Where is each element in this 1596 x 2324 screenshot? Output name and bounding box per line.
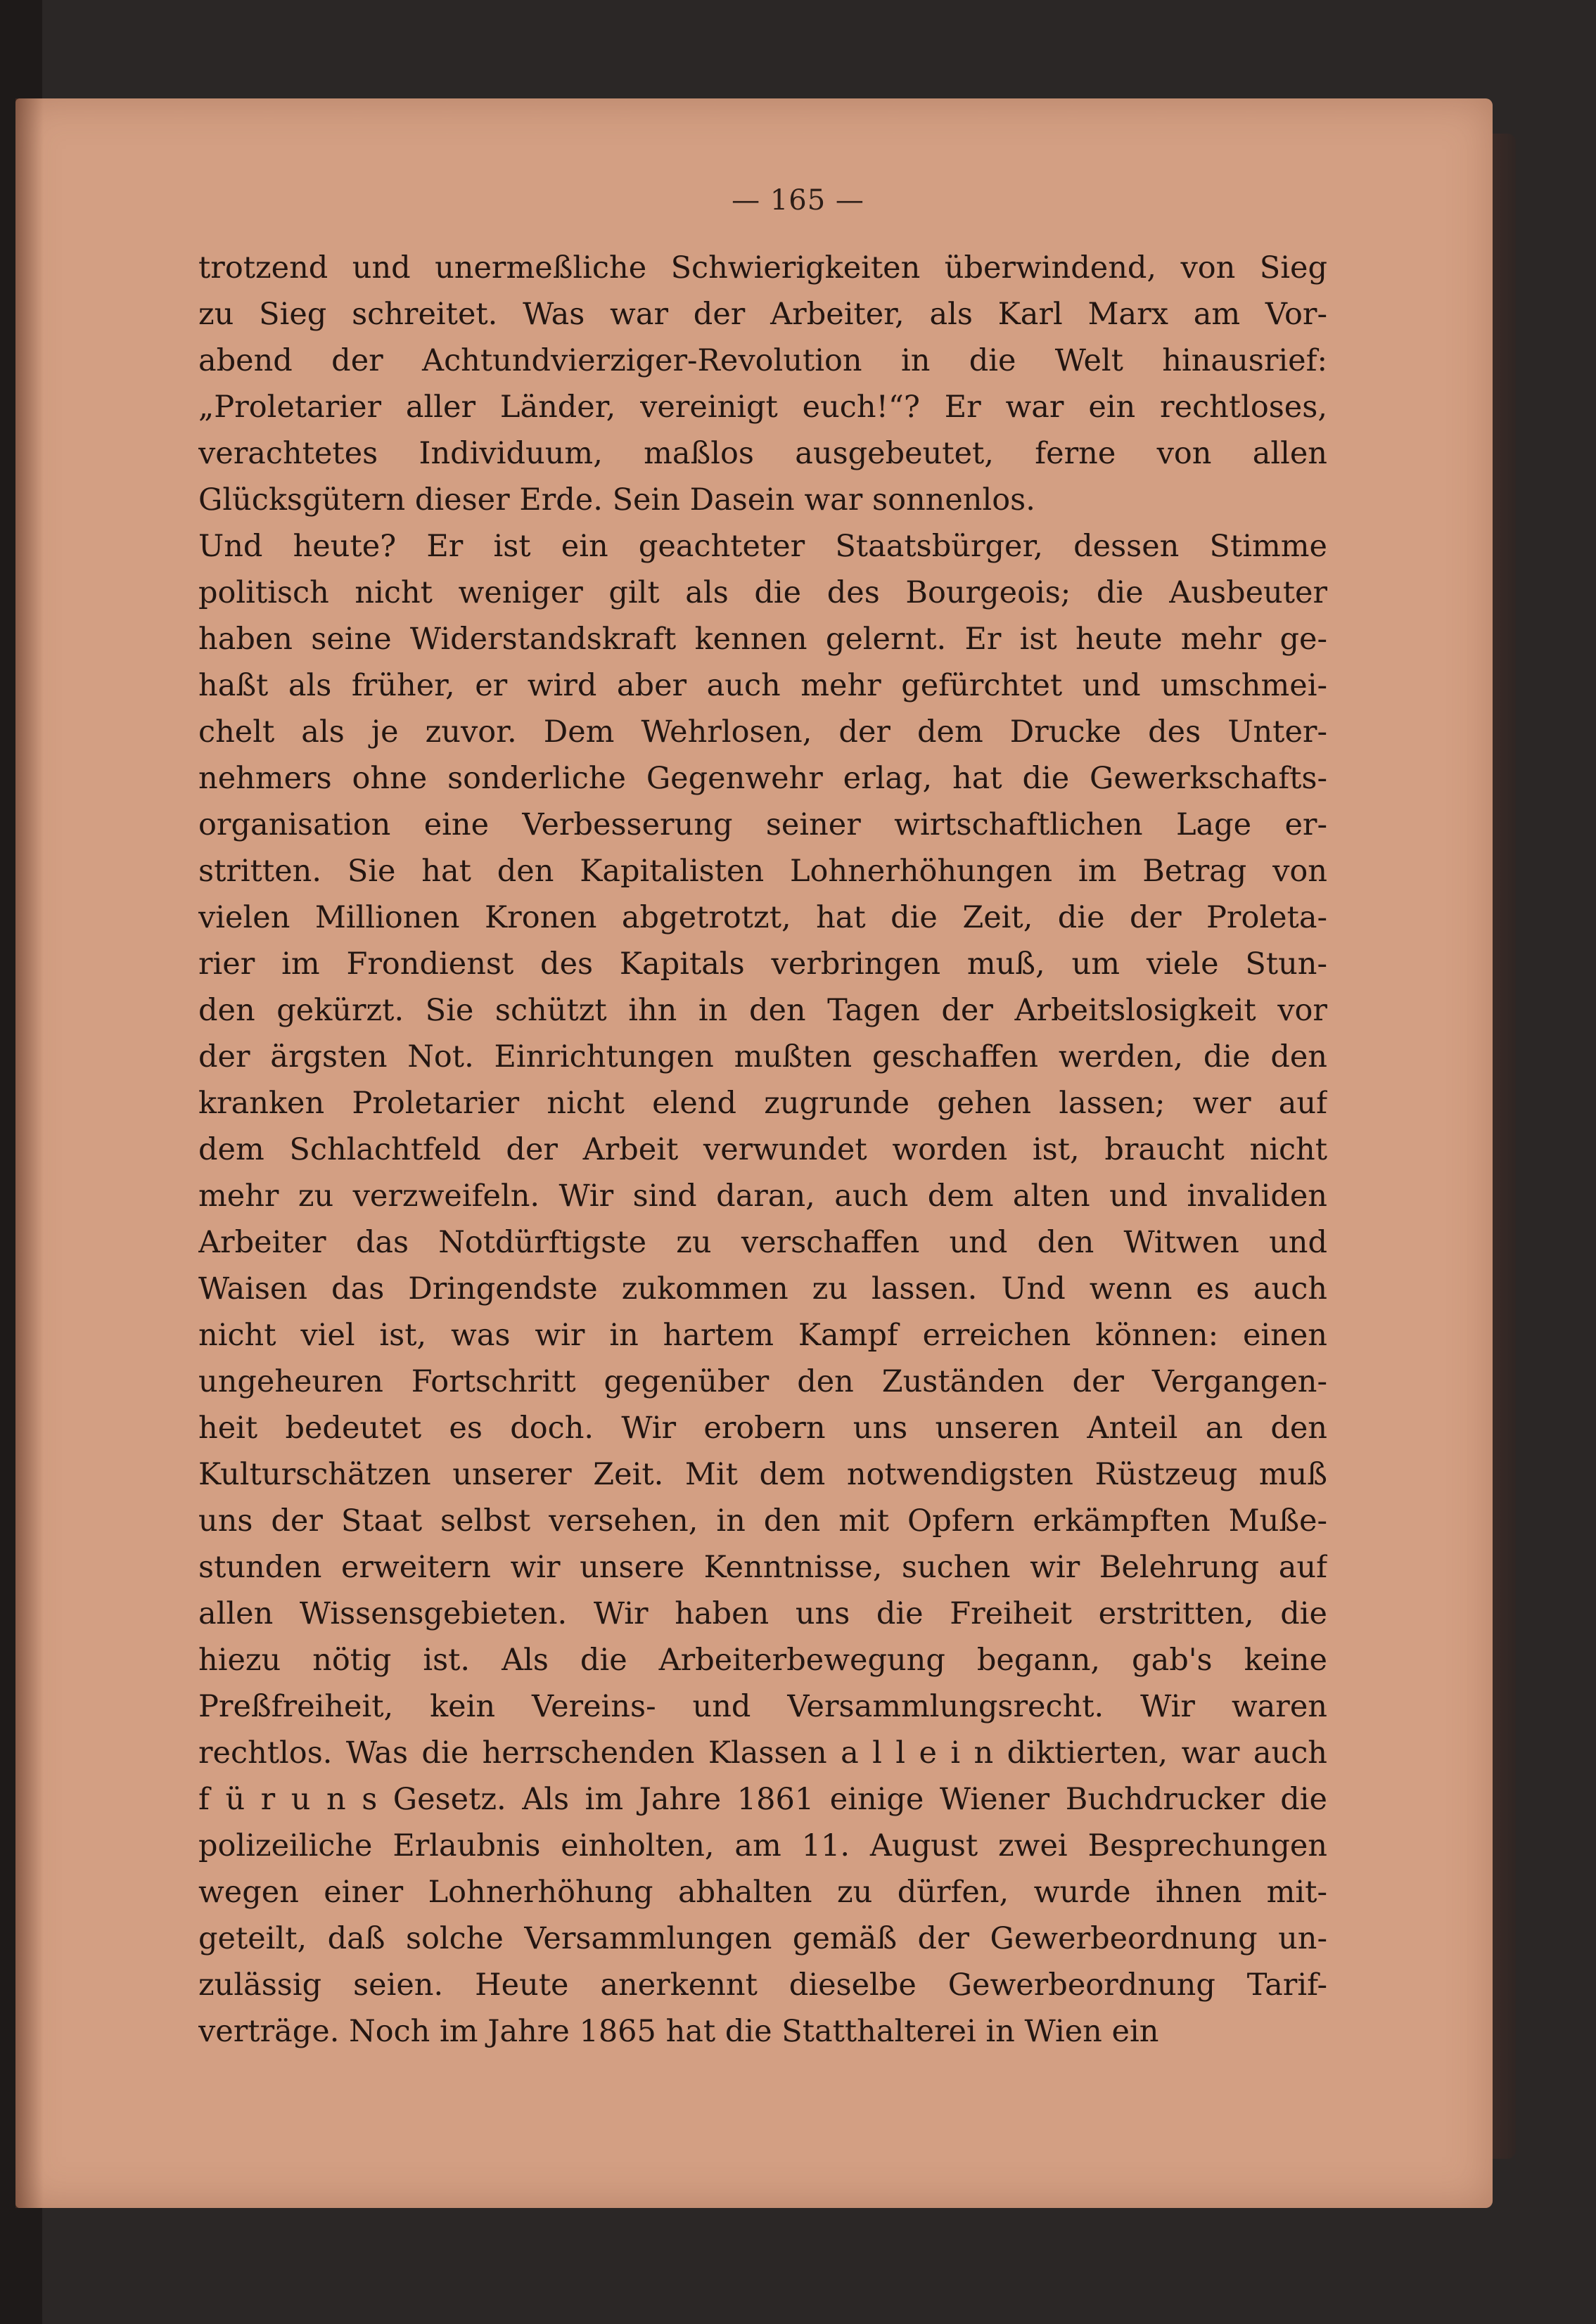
text-line: haßt als früher, er wird aber auch mehr gefürchtet und umschmei- [198,668,1327,703]
text-line: uns der Staat selbst versehen, in den mit Opfern erkämpften Muße- [198,1503,1327,1539]
text-line: mehr zu verzweifeln. Wir sind daran, auch dem alten und invaliden [198,1179,1327,1214]
text-line: trotzend und unermeßliche Schwierigkeiten überwindend, von Sieg [198,250,1327,285]
text-line: Kulturschätzen unserer Zeit. Mit dem notwendigsten Rüstzeug muß [198,1457,1327,1492]
text-line: chelt als je zuvor. Dem Wehrlosen, der dem Drucke des Unter- [198,714,1327,750]
text-line: allen Wissensgebieten. Wir haben uns die Freiheit erstritten, die [198,1596,1327,1631]
text-line: ungeheuren Fortschritt gegenüber den Zuständen der Vergangen- [198,1364,1327,1399]
text-line: organisation eine Verbesserung seiner wirtschaftlichen Lage er- [198,807,1327,842]
text-line: nehmers ohne sonderliche Gegenwehr erlag, hat die Gewerkschafts- [198,761,1327,796]
text-line: Und heute? Er ist ein geachteter Staatsbürger, dessen Stimme [198,529,1327,564]
text-line: zulässig seien. Heute anerkennt dieselbe Gewerbeordnung Tarif- [198,1967,1327,2003]
page-number: — 165 — [732,184,864,217]
text-line: Preßfreiheit, kein Vereins- und Versammlungsrecht. Wir waren [198,1689,1327,1724]
text-line: zu Sieg schreitet. Was war der Arbeiter, als Karl Marx am Vor- [198,297,1327,332]
text-line: vielen Millionen Kronen abgetrotzt, hat die Zeit, die der Proleta- [198,900,1327,935]
text-line: geteilt, daß solche Versammlungen gemäß der Gewerbeordnung un- [198,1921,1327,1956]
text-line: der ärgsten Not. Einrichtungen mußten geschaffen werden, die den [198,1039,1327,1074]
body-text [198,245,1327,2055]
text-line: dem Schlachtfeld der Arbeit verwundet worden ist, braucht nicht [198,1132,1327,1167]
text-line: f ü r u n s Gesetz. Als im Jahre 1861 einige Wiener Buchdrucker die [198,1782,1327,1817]
text-line: verachtetes Individuum, maßlos ausgebeutet, ferne von allen [198,436,1327,471]
text-line: wegen einer Lohnerhöhung abhalten zu dürfen, wurde ihnen mit- [198,1875,1327,1910]
text-line: haben seine Widerstandskraft kennen gelernt. Er ist heute mehr ge- [198,622,1327,657]
text-line: nicht viel ist, was wir in hartem Kampf erreichen können: einen [198,1318,1327,1353]
text-line: kranken Proletarier nicht elend zugrunde gehen lassen; wer auf [198,1086,1327,1121]
text-line: stritten. Sie hat den Kapitalisten Lohnerhöhungen im Betrag von [198,854,1327,889]
text-line: abend der Achtundvierziger-Revolution in die Welt hinausrief: [198,343,1327,378]
text-line: heit bedeutet es doch. Wir erobern uns unseren Anteil an den [198,1411,1327,1446]
text-line: stunden erweitern wir unsere Kenntnisse, suchen wir Belehrung auf [198,1550,1327,1585]
text-line: verträge. Noch im Jahre 1865 hat die Statthalterei in Wien ein [198,2014,1159,2049]
text-line: rechtlos. Was die herrschenden Klassen a l l e i n diktierten, war auch [198,1735,1327,1771]
gutter-shadow [15,98,44,2208]
text-line: Waisen das Dringendste zukommen zu lassen. Und wenn es auch [198,1271,1327,1307]
text-line: Arbeiter das Notdürftigste zu verschaffen und den Witwen und [198,1225,1327,1260]
text-line: hiezu nötig ist. Als die Arbeiterbewegung begann, gab's keine [198,1643,1327,1678]
text-line: polizeiliche Erlaubnis einholten, am 11. August zwei Besprechungen [198,1828,1327,1863]
text-line: „Proletarier aller Länder, vereinigt euch!“? Er war ein rechtloses, [198,390,1327,425]
text-line: rier im Frondienst des Kapitals verbringen muß, um viele Stun- [198,946,1327,982]
text-line: den gekürzt. Sie schützt ihn in den Tagen der Arbeitslosigkeit vor [198,993,1327,1028]
text-line: Glücksgütern dieser Erde. Sein Dasein war sonnenlos. [198,482,1035,518]
text-line: politisch nicht weniger gilt als die des Bourgeois; die Ausbeuter [198,575,1327,610]
